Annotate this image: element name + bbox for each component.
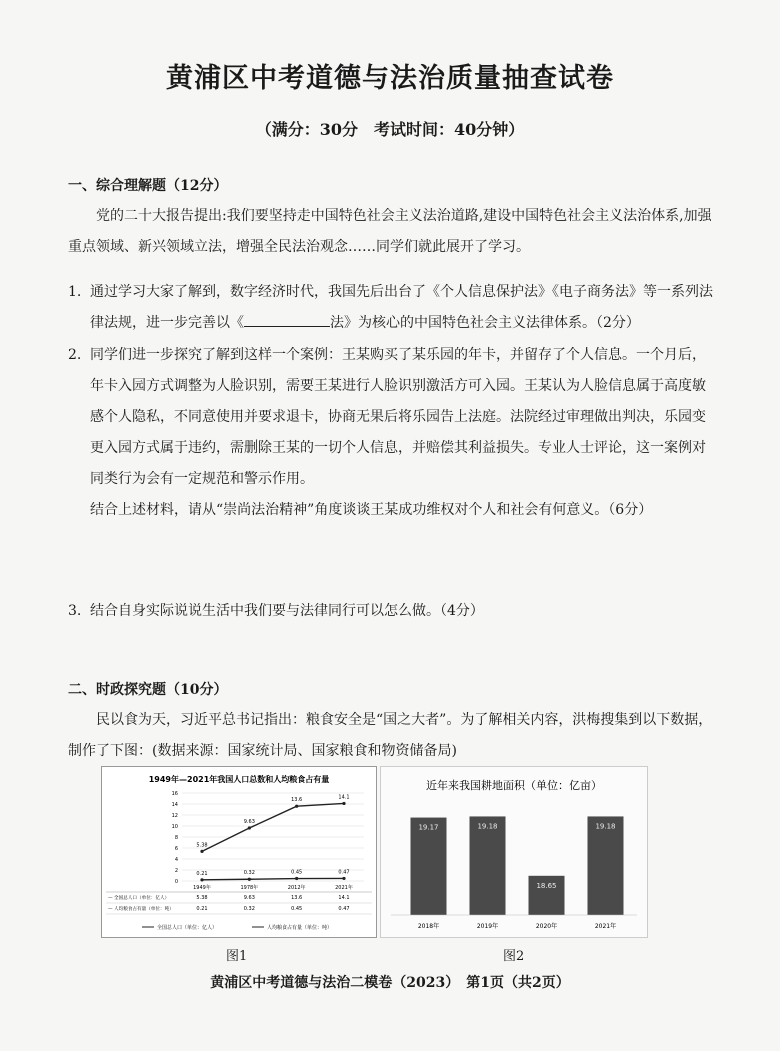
question-1-text-a: 通过学习大家了解到，数字经济时代，我国先后出台了《个人信息保护法》《电子商务法》等一系列法律法规，进一步完善以《 [90, 284, 713, 331]
chart1-xtick-label: 2021年 [335, 885, 353, 891]
chart1-ytick-label: 6 [174, 846, 178, 852]
chart2-bar [470, 816, 506, 915]
chart1-data-label: 5.38 [196, 842, 208, 849]
chart2-bar [588, 816, 624, 915]
chart1-title: 1949年—2021年我国人口总数和人均粮食占有量 [148, 775, 330, 784]
chart1-table-cell: 9.63 [243, 895, 255, 901]
chart1-data-point [248, 878, 251, 881]
chart1-ytick-label: 0 [174, 879, 178, 885]
chart1-legend-label: 全国总人口（单位：亿人） [157, 925, 218, 931]
question-2 [68, 340, 713, 526]
chart1-series-line [202, 878, 344, 879]
chart1-xtick-label: 1949年 [193, 885, 211, 891]
figure-2-caption: 图2 [503, 949, 525, 964]
chart1-table-row-label: — 全国总人口（单位：亿人） [108, 896, 170, 901]
page-title: 黄浦区中考道德与法治质量抽查试卷 [166, 63, 614, 94]
chart1-table-cell: 0.21 [196, 906, 208, 912]
chart1-ytick-label: 2 [174, 868, 178, 874]
section1-intro: 党的二十大报告提出:我们要坚持走中国特色社会主义法治道路,建设中国特色社会主义法治体系,加强重点领域、新兴领域立法，增强全民法治观念……同学们就此展开了学习。 [68, 208, 712, 255]
chart2-xtick-label: 2019年 [476, 923, 499, 930]
question-1-number: 1. [68, 284, 82, 300]
chart1-data-label: 0.21 [196, 870, 208, 877]
chart1-data-point [200, 850, 203, 853]
question-1 [68, 277, 713, 339]
page-footer: 黄浦区中考道德与法治二模卷（2023） 第1页（共2页） [210, 975, 570, 991]
section1-heading: 一、综合理解题（12分） [68, 178, 228, 194]
chart1-table-cell: 5.38 [196, 895, 208, 901]
chart1-xtick-label: 1978年 [240, 885, 259, 891]
chart1-ytick-label: 10 [171, 824, 178, 830]
chart2-xtick-label: 2020年 [535, 923, 558, 930]
farmland-area-chart [381, 767, 647, 937]
chart1-ytick-label: 12 [171, 813, 178, 819]
question-2-number: 2. [68, 347, 82, 363]
chart2-bar [411, 818, 447, 915]
chart1-legend-label: 人均粮食占有量（单位：吨） [267, 925, 333, 931]
question-3-text: 结合自身实际说说生活中我们要与法律同行可以怎么做。（4分） [90, 603, 484, 619]
question-2-prompt: 结合上述材料，请从“崇尚法治精神”角度谈谈王某成功维权对个人和社会有何意义。（6分） [90, 502, 653, 518]
question-3-number: 3. [68, 603, 82, 619]
section2-intro: 民以食为天，习近平总书记指出：粮食安全是“国之大者”。为了解相关内容，洪梅搜集到以下数据，制作了下图：(数据来源：国家统计局、国家粮食和物资储备局) [68, 712, 713, 759]
answer-blank [244, 312, 330, 327]
chart1-ytick-label: 4 [174, 857, 178, 863]
question-3 [68, 596, 713, 627]
chart2-title: 近年来我国耕地面积（单位：亿亩） [426, 779, 602, 792]
chart1-ytick-label: 14 [171, 802, 178, 808]
chart1-data-point [295, 877, 298, 880]
chart1-data-label: 0.32 [243, 870, 255, 877]
chart1-data-label: 13.6 [291, 797, 303, 804]
chart1-table-cell: 13.6 [291, 895, 303, 901]
section2-heading: 二、时政探究题（10分） [68, 682, 228, 698]
figure-1 [101, 766, 377, 938]
chart1-table-row-label: — 人均粮食占有量（单位：吨） [108, 907, 174, 912]
chart1-data-point [200, 878, 203, 881]
chart1-ytick-label: 16 [171, 791, 178, 797]
chart2-data-label: 18.65 [536, 881, 557, 890]
chart1-data-label: 9.63 [243, 819, 255, 826]
figure-2 [380, 766, 648, 938]
chart1-data-point [295, 805, 298, 808]
chart1-table-cell: 0.45 [291, 906, 303, 912]
chart1-data-point [342, 877, 345, 880]
chart1-xtick-label: 2012年 [287, 885, 306, 891]
chart1-data-label: 0.47 [338, 869, 350, 876]
chart1-series-line [202, 803, 344, 851]
question-2-text: 同学们进一步探究了解到这样一个案例：王某购买了某乐园的年卡，并留存了个人信息。一个月后，年卡入园方式调整为人脸识别，需要王某进行人脸识别激活方可入园。王某认为人脸信息属于高度敏感个人隐私，不同意使用并要求退卡，协商无果后将乐园告上法庭。法院经过审理做出判决，乐园变更入园方式属于违约，需删除王某的一切个人信息，并赔偿其利益损失。专业人士评论，这一案例对同类行为会有一定规范和警示作用。 [90, 347, 706, 487]
chart2-data-label: 19.18 [477, 822, 498, 831]
chart2-data-label: 19.17 [418, 823, 439, 832]
population-grain-chart [102, 767, 376, 937]
chart2-xtick-label: 2018年 [417, 923, 440, 930]
chart1-data-label: 0.45 [291, 869, 303, 876]
chart1-ytick-label: 8 [174, 835, 178, 841]
chart1-table-cell: 14.1 [338, 895, 350, 901]
chart2-data-label: 19.18 [595, 822, 616, 831]
chart1-data-label: 14.1 [338, 794, 350, 801]
chart1-data-point [342, 802, 345, 805]
chart1-data-point [248, 826, 251, 829]
figure-1-caption: 图1 [226, 949, 248, 964]
question-1-text-b: 法》为核心的中国特色社会主义法律体系。（2分） [330, 315, 640, 331]
chart1-table-cell: 0.32 [243, 906, 255, 912]
chart2-xtick-label: 2021年 [594, 923, 617, 930]
page-subtitle: （满分：30分 考试时间：40分钟） [255, 120, 525, 139]
chart1-table-cell: 0.47 [338, 906, 350, 912]
